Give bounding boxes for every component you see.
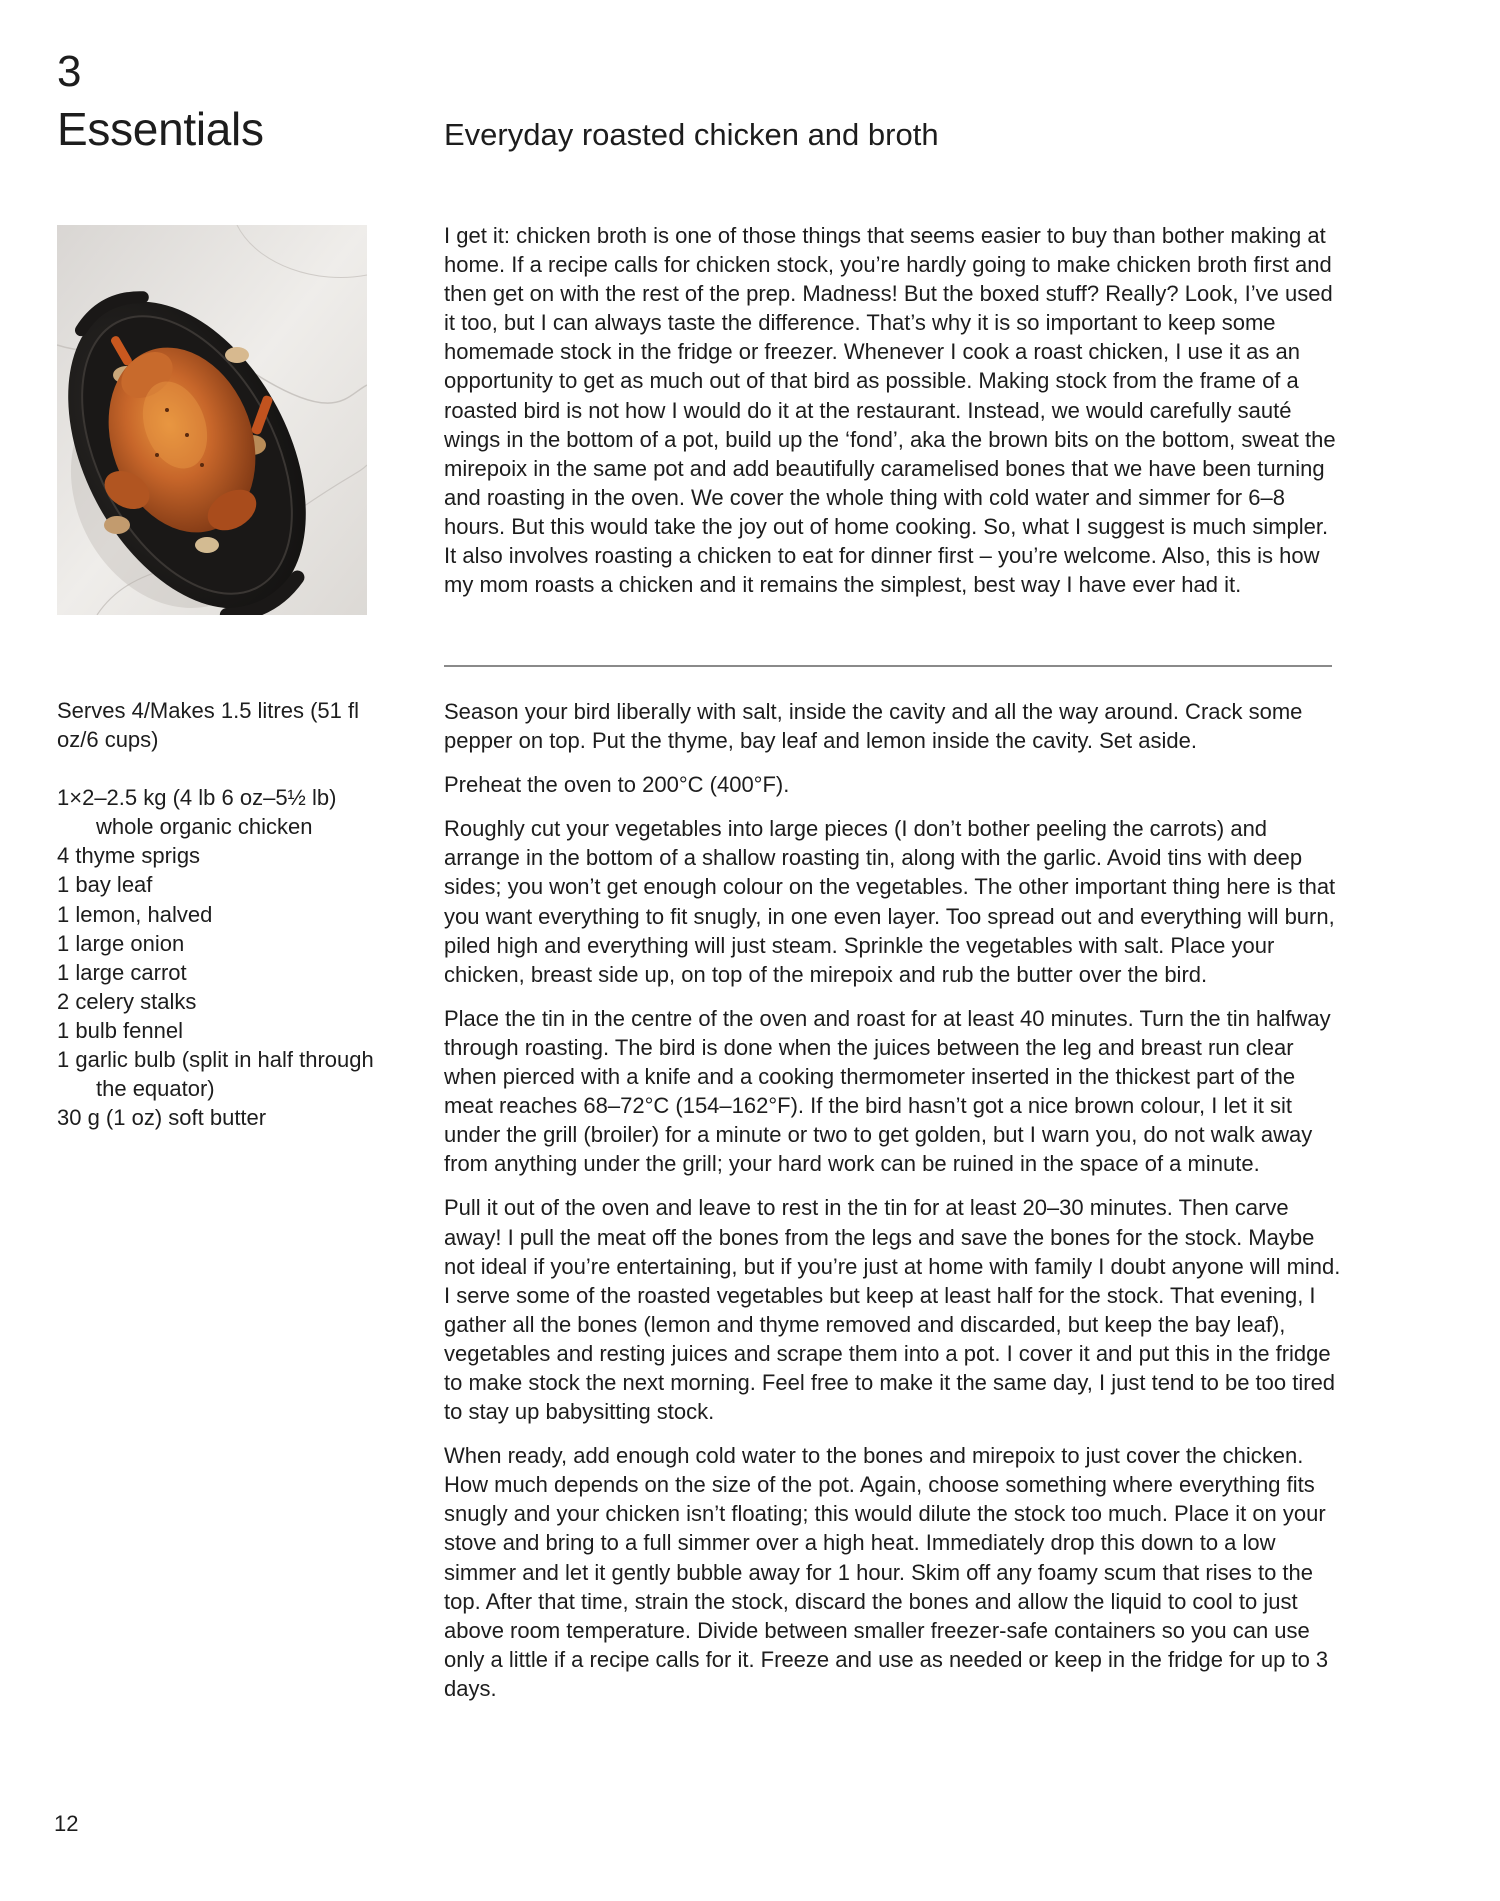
method-column bbox=[444, 697, 1344, 1718]
ingredient-list bbox=[57, 783, 377, 1132]
page-number: 12 bbox=[54, 1811, 79, 1836]
ingredient-item: 2 celery stalks bbox=[57, 988, 197, 1014]
ingredient-item: 1 garlic bulb (split in half through the equator) bbox=[57, 1047, 374, 1102]
method-step: Season your bird liberally with salt, inside the cavity and all the way around. Crack some pepper on top. Put the thyme, bay leaf and lemon inside the cavity. Set aside. bbox=[444, 699, 1303, 754]
section-divider bbox=[444, 665, 1332, 667]
ingredient-item: 30 g (1 oz) soft butter bbox=[57, 1105, 267, 1131]
ingredient-item: 1 bay leaf bbox=[57, 872, 153, 898]
method-step: Preheat the oven to 200°C (400°F). bbox=[444, 772, 790, 798]
roast-chicken-illustration bbox=[57, 225, 367, 615]
method-step: Pull it out of the oven and leave to rest in the tin for at least 20–30 minutes. Then carve away! I pull the meat off the bones from the legs and save the bones for the stock. Maybe not ideal if you’re entertaining, but if you’re just at home with family I doubt anyone will mind. I serve some of the roasted vegetables but keep at least half for the stock. That evening, I gather all the bones (lemon and thyme removed and discarded, but keep the bay leaf), vegetables and resting juices and scrape them into a pot. I cover it and put this in the fridge to make stock the next morning. Feel free to make it the same day, I just tend to be too tired to stay up babysitting stock. bbox=[444, 1195, 1341, 1425]
recipe-intro: I get it: chicken broth is one of those things that seems easier to buy than bother making at home. If a recipe calls for chicken stock, you’re hardly going to make chicken broth first and then get on with the rest of the prep. Madness! But the boxed stuff? Really? Look, I’ve used it too, but I can always taste the difference. That’s why it is so important to keep some homemade stock in the fridge or freezer. Whenever I cook a roast chicken, I use it as an opportunity to get as much out of that bird as possible. Making stock from the frame of a roasted bird is not how I would do it at the restaurant. Instead, we would carefully sauté wings in the bottom of a pot, build up the ‘fond’, aka the brown bits on the bottom, sweat the mirepoix in the same pot and add beautifully caramelised bones that we have been turning and roasting in the oven. We cover the whole thing with cold water and simmer for 6–8 hours. But this would take the joy out of home cooking. So, what I suggest is much simpler. It also involves roasting a chicken to eat for dinner first – you’re welcome. Also, this is how my mom roasts a chicken and it remains the simplest, best way I have ever had it. bbox=[444, 223, 1336, 598]
ingredient-item: 4 thyme sprigs bbox=[57, 843, 201, 869]
recipe-yield: Serves 4/Makes 1.5 litres (51 fl oz/6 cups) bbox=[57, 698, 360, 753]
chapter-number: 3 bbox=[57, 47, 82, 96]
ingredients-column bbox=[57, 696, 377, 1132]
roast-chicken-photo bbox=[57, 225, 367, 615]
method-step: When ready, add enough cold water to the bones and mirepoix to just cover the chicken. How much depends on the size of the pot. Again, choose something where everything fits snugly and your chicken isn’t floating; this would dilute the stock too much. Place it on your stove and bring to a full simmer over a high heat. Immediately drop this down to a low simmer and let it gently bubble away for 1 hour. Skim off any foamy scum that rises to the top. After that time, strain the stock, discard the bones and allow the liquid to cool to just above room temperature. Divide between smaller freezer-safe containers so you can use only a little if a recipe calls for it. Freeze and use as needed or keep in the fridge for up to 3 days. bbox=[444, 1443, 1329, 1701]
ingredient-item: 1 large onion bbox=[57, 930, 185, 956]
ingredient-item: 1 large carrot bbox=[57, 959, 187, 985]
ingredient-item: 1 lemon, halved bbox=[57, 901, 213, 927]
ingredient-item: 1 bulb fennel bbox=[57, 1017, 183, 1043]
method-step: Place the tin in the centre of the oven and roast for at least 40 minutes. Turn the tin halfway through roasting. The bird is done when the juices between the leg and breast run clear when pierced with a knife and a cooking thermometer inserted in the thickest part of the meat reaches 68–72°C (154–162°F). If the bird hasn’t got a nice brown colour, I let it sit under the grill (broiler) for a minute or two to get golden, but I warn you, do not walk away from anything under the grill; your hard work can be ruined in the space of a minute. bbox=[444, 1005, 1331, 1177]
recipe-title: Everyday roasted chicken and broth bbox=[444, 117, 939, 152]
ingredient-item: 1×2–2.5 kg (4 lb 6 oz–5½ lb) whole organic chicken bbox=[57, 785, 337, 840]
chapter-title: Essentials bbox=[57, 103, 264, 155]
method-step: Roughly cut your vegetables into large pieces (I don’t bother peeling the carrots) and arrange in the bottom of a shallow roasting tin, along with the garlic. Avoid tins with deep sides; you won’t get enough colour on the vegetables. The other important thing here is that you want everything to fit snugly, in one even layer. Too spread out and everything will burn, piled high and everything will just steam. Sprinkle the vegetables with salt. Place your chicken, breast side up, on top of the mirepoix and rub the butter over the bird. bbox=[444, 816, 1336, 987]
